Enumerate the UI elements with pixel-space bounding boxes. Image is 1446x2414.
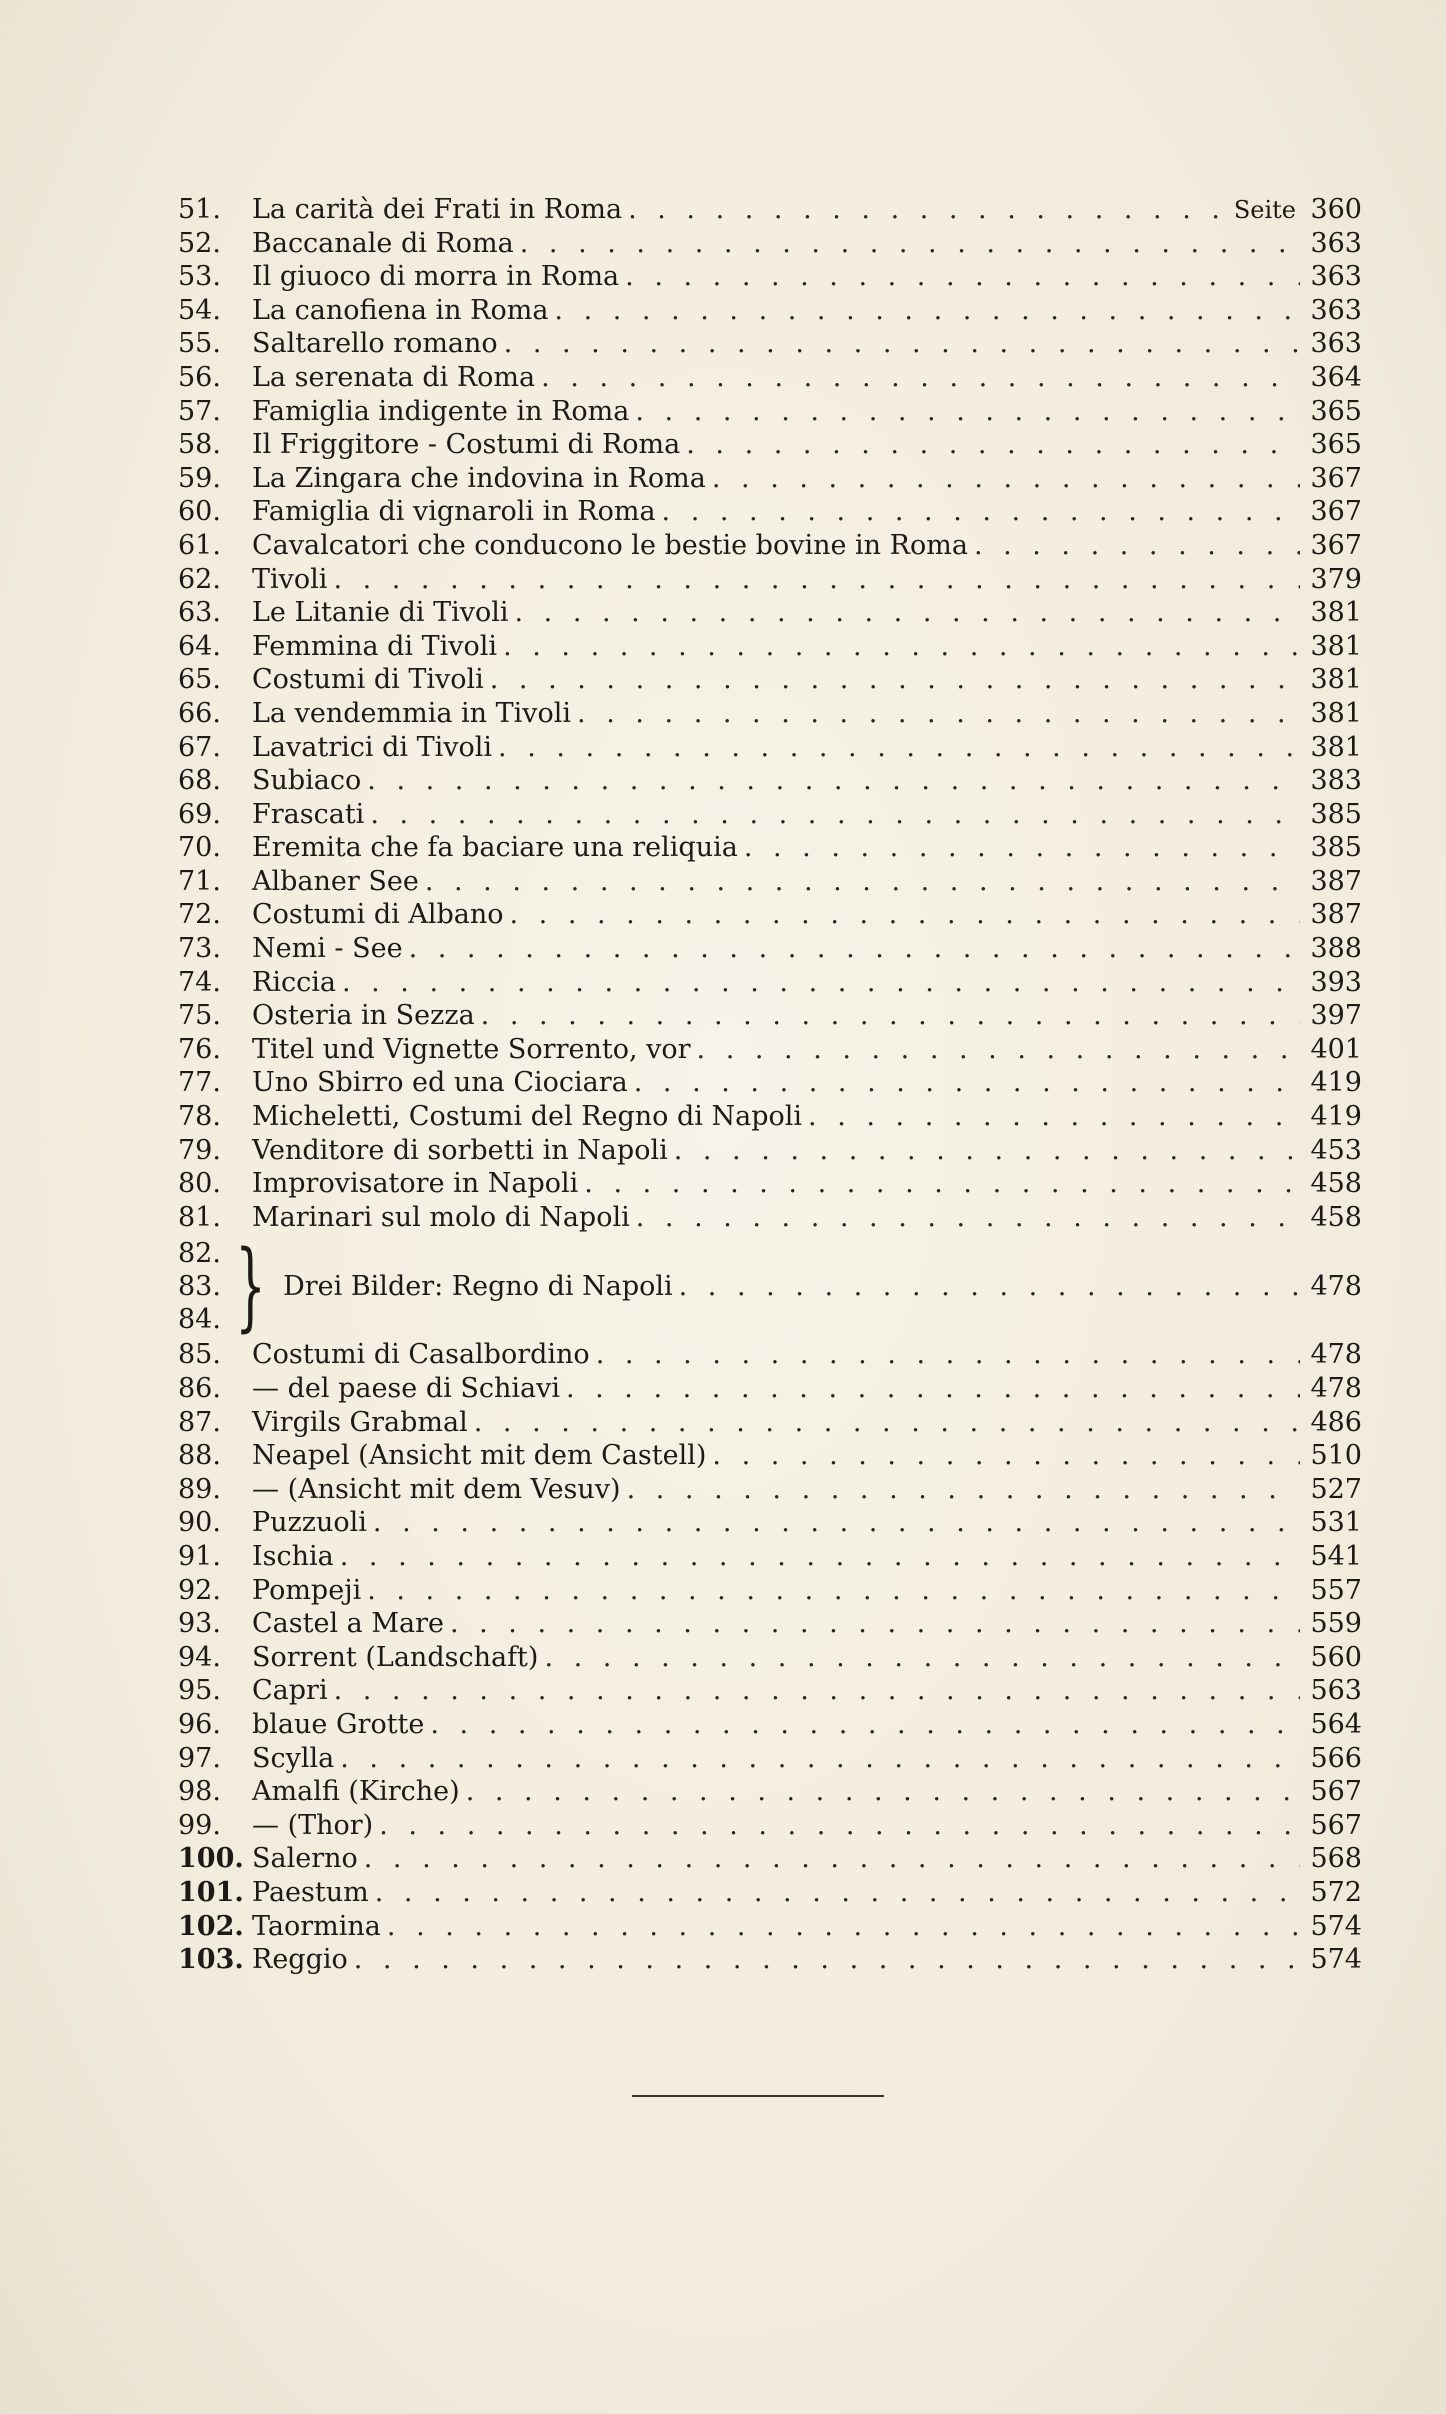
entry-title: Improvisatore in Napoli — [252, 1168, 579, 1200]
toc-entry — [178, 1842, 1362, 1876]
entry-page-number: 364 — [1310, 361, 1362, 393]
group-number: 83. — [178, 1270, 221, 1302]
entry-number: 54. — [178, 294, 221, 326]
entry-number: 62. — [178, 563, 221, 595]
leader-dots — [340, 1540, 1300, 1574]
entry-number: 51. — [178, 194, 221, 225]
leader-dots — [566, 1372, 1300, 1406]
toc-entry — [178, 327, 1362, 361]
toc-entry — [178, 731, 1362, 765]
toc-entry — [178, 898, 1362, 932]
entry-number: 87. — [178, 1406, 221, 1438]
entry-title: Famiglia indigente in Roma — [252, 395, 630, 427]
toc-entry — [178, 1506, 1362, 1540]
entry-number: 75. — [178, 1000, 221, 1032]
entry-number: 86. — [178, 1373, 221, 1404]
group-number: 84. — [178, 1303, 221, 1335]
leader-dots — [627, 1473, 1300, 1507]
entry-number: 91. — [178, 1540, 221, 1572]
entry-page-number: 566 — [1310, 1742, 1362, 1774]
entry-number: 71. — [178, 865, 221, 897]
leader-dots — [712, 462, 1300, 496]
toc-entries-part-2 — [178, 1338, 1362, 1976]
entry-page-number: 567 — [1310, 1776, 1362, 1808]
entry-number: 85. — [178, 1339, 221, 1371]
entry-title: Femmina di Tivoli — [252, 630, 498, 662]
leader-dots — [520, 227, 1300, 261]
leader-dots — [504, 327, 1300, 361]
leader-dots — [375, 1876, 1300, 1910]
entry-page-number: 381 — [1310, 664, 1362, 696]
entry-title: Osteria in Sezza — [252, 1000, 475, 1032]
entry-number: 61. — [178, 529, 221, 561]
entry-page-number: 379 — [1310, 563, 1362, 595]
entry-number: 97. — [178, 1742, 221, 1774]
entry-number: 103. — [178, 1944, 244, 1976]
leader-dots — [333, 563, 1300, 597]
entry-title: La vendemmia in Tivoli — [252, 697, 572, 729]
toc-entry — [178, 697, 1362, 731]
toc-entry — [178, 1134, 1362, 1168]
entry-page-number: 419 — [1310, 1101, 1362, 1133]
toc-entry — [178, 764, 1362, 798]
entry-page-number: 567 — [1310, 1809, 1362, 1841]
entry-number: 65. — [178, 664, 221, 696]
toc-entry — [178, 1943, 1362, 1977]
group-page-number: 478 — [1310, 1270, 1362, 1302]
entry-page-number: 387 — [1310, 899, 1362, 931]
curly-brace: } — [235, 1230, 266, 1343]
entry-number: 95. — [178, 1675, 221, 1707]
leader-dots — [387, 1910, 1300, 1944]
entry-number: 67. — [178, 731, 221, 763]
entry-number: 66. — [178, 697, 221, 729]
entry-number: 89. — [178, 1473, 221, 1505]
leader-dots — [364, 1842, 1300, 1876]
toc-entry — [178, 831, 1362, 865]
leader-dots — [577, 697, 1300, 731]
entry-page-number: 365 — [1310, 429, 1362, 461]
toc-entry — [178, 1066, 1362, 1100]
entry-page-number: 563 — [1310, 1675, 1362, 1707]
entry-title: Reggio — [252, 1944, 348, 1976]
entry-number: 70. — [178, 832, 221, 864]
entry-page-number: 419 — [1310, 1067, 1362, 1099]
entry-number: 98. — [178, 1776, 221, 1808]
entry-number: 93. — [178, 1608, 221, 1640]
entry-title: Salerno — [252, 1843, 358, 1875]
leader-dots — [686, 428, 1300, 462]
leader-dots — [584, 1167, 1300, 1201]
entry-title: — (Ansicht mit dem Vesuv) — [252, 1473, 621, 1505]
entry-number: 76. — [178, 1033, 221, 1065]
toc-entry — [178, 1473, 1362, 1507]
entry-page-number: 388 — [1310, 933, 1362, 965]
entry-number: 88. — [178, 1440, 221, 1472]
toc-entry — [178, 630, 1362, 664]
entry-page-number: 381 — [1310, 731, 1362, 763]
toc-entry — [178, 462, 1362, 496]
entry-number: 64. — [178, 630, 221, 662]
toc-entry — [178, 932, 1362, 966]
leader-dots — [370, 798, 1300, 832]
entry-page-number: 574 — [1310, 1910, 1362, 1942]
leader-dots — [510, 898, 1301, 932]
leader-dots — [498, 731, 1300, 765]
entry-title: Sorrent (Landschaft) — [252, 1641, 539, 1673]
entry-page-number: 367 — [1310, 462, 1362, 494]
entry-page-number: 559 — [1310, 1608, 1362, 1640]
toc-entry — [178, 227, 1362, 261]
toc-entry — [178, 1033, 1362, 1067]
entry-title: Capri — [252, 1675, 328, 1707]
entry-title: Virgils Grabmal — [252, 1406, 468, 1438]
entry-number: 72. — [178, 899, 221, 931]
leader-dots — [425, 865, 1300, 899]
entry-title: La serenata di Roma — [252, 361, 536, 393]
entry-number: 81. — [178, 1201, 221, 1233]
leader-dots — [481, 999, 1300, 1033]
leader-dots — [466, 1775, 1300, 1809]
leader-dots — [662, 495, 1300, 529]
entry-title: Pompeji — [252, 1574, 362, 1606]
entry-title: Cavalcatori che conducono le bestie bovine in Roma — [252, 529, 968, 561]
entry-title: Micheletti, Costumi del Regno di Napoli — [252, 1101, 803, 1133]
entry-title: Riccia — [252, 966, 336, 998]
toc-entry — [178, 1100, 1362, 1134]
entry-title: Eremita che fa baciare una reliquia — [252, 832, 738, 864]
entry-page-number: 393 — [1310, 966, 1362, 998]
toc-entry — [178, 865, 1362, 899]
entry-title: Ischia — [252, 1540, 334, 1572]
entry-number: 59. — [178, 462, 221, 494]
entry-page-number: 397 — [1310, 1000, 1362, 1032]
toc-entry — [178, 395, 1362, 429]
entry-page-number: 363 — [1310, 261, 1362, 293]
entry-number: 57. — [178, 395, 221, 427]
entry-number: 90. — [178, 1507, 221, 1539]
leader-dots — [367, 764, 1300, 798]
entry-page-number: 527 — [1310, 1473, 1362, 1505]
entry-title: Costumi di Albano — [252, 899, 504, 931]
entry-page-number: 365 — [1310, 395, 1362, 427]
leader-dots — [628, 193, 1228, 227]
entry-page-number: 401 — [1310, 1033, 1362, 1065]
leader-dots — [367, 1574, 1300, 1608]
entry-title: blaue Grotte — [252, 1708, 425, 1740]
toc-entries-part-1 — [178, 193, 1362, 1234]
closing-rule — [632, 2095, 884, 2097]
entry-title: Le Litanie di Tivoli — [252, 597, 509, 629]
leader-dots — [334, 1674, 1300, 1708]
leader-dots — [596, 1338, 1300, 1372]
leader-dots — [712, 1439, 1300, 1473]
entry-title: La Zingara che indovina in Roma — [252, 462, 706, 494]
group-title: Drei Bilder: Regno di Napoli — [283, 1270, 673, 1302]
entry-title: La canofiena in Roma — [252, 294, 549, 326]
entry-number: 77. — [178, 1067, 221, 1099]
entry-title: Marinari sul molo di Napoli — [252, 1201, 630, 1233]
entry-title: Uno Sbirro ed una Ciociara — [252, 1067, 628, 1099]
entry-number: 53. — [178, 261, 221, 293]
entry-title: Costumi di Tivoli — [252, 664, 484, 696]
toc-entry — [178, 1338, 1362, 1372]
entry-page-number: 478 — [1310, 1339, 1362, 1371]
entry-page-number: 478 — [1310, 1373, 1362, 1404]
entry-page-number: 381 — [1310, 697, 1362, 729]
toc-entry — [178, 1167, 1362, 1201]
entry-number: 94. — [178, 1641, 221, 1673]
entry-page-number: 363 — [1310, 294, 1362, 326]
leader-dots — [354, 1943, 1300, 1977]
toc-entry — [178, 1809, 1362, 1843]
toc-entry — [178, 663, 1362, 697]
entry-title: Famiglia di vignaroli in Roma — [252, 496, 656, 528]
leader-dots — [634, 1066, 1300, 1100]
entry-title: Il Friggitore - Costumi di Roma — [252, 429, 681, 461]
entry-number: 56. — [178, 361, 221, 393]
entry-page-number: 367 — [1310, 496, 1362, 528]
entry-number: 68. — [178, 765, 221, 797]
entry-number: 101. — [178, 1876, 244, 1908]
leader-dots — [515, 596, 1300, 630]
entry-page-number: 541 — [1310, 1540, 1362, 1572]
entry-number: 60. — [178, 496, 221, 528]
toc-entry — [178, 798, 1362, 832]
toc-entry — [178, 529, 1362, 563]
entry-number: 100. — [178, 1843, 244, 1875]
entry-title: Lavatrici di Tivoli — [252, 731, 493, 763]
entry-title: Frascati — [252, 798, 365, 830]
entry-page-number: 510 — [1310, 1440, 1362, 1472]
toc-entry — [178, 361, 1362, 395]
entry-page-number: 486 — [1310, 1406, 1362, 1438]
toc-entry — [178, 1674, 1362, 1708]
toc-entry — [178, 1406, 1362, 1440]
entry-number: 55. — [178, 328, 221, 360]
toc-entry — [178, 193, 1362, 227]
toc-entry — [178, 563, 1362, 597]
entry-page-number: 367 — [1310, 529, 1362, 561]
entry-page-number: 383 — [1310, 765, 1362, 797]
entry-number: 69. — [178, 798, 221, 830]
entry-page-number: 363 — [1310, 328, 1362, 360]
entry-number: 102. — [178, 1910, 244, 1942]
entry-title: — del paese di Schiavi — [252, 1373, 560, 1404]
entry-number: 92. — [178, 1574, 221, 1606]
leader-dots — [450, 1607, 1300, 1641]
entry-title: Paestum — [252, 1876, 369, 1908]
entry-title: Scylla — [252, 1742, 335, 1774]
toc-entry — [178, 428, 1362, 462]
leader-dots — [490, 663, 1300, 697]
entry-page-number: 381 — [1310, 597, 1362, 629]
entry-title: Subiaco — [252, 765, 362, 797]
toc-entry — [178, 999, 1362, 1033]
leader-dots — [342, 966, 1300, 1000]
leader-dots — [625, 260, 1300, 294]
leader-dots — [409, 932, 1300, 966]
seite-label: Seite — [1233, 196, 1296, 224]
entry-page-number: 387 — [1310, 865, 1362, 897]
leader-dots — [635, 395, 1300, 429]
entry-number: 63. — [178, 597, 221, 629]
leader-dots — [430, 1708, 1300, 1742]
entry-page-number: 557 — [1310, 1574, 1362, 1606]
entry-page-number: 360 — [1310, 194, 1362, 225]
leader-dots — [636, 1201, 1300, 1235]
entry-title: — (Thor) — [252, 1809, 374, 1841]
toc-entry — [178, 1910, 1362, 1944]
entry-title: Taormina — [252, 1910, 381, 1942]
entry-title: Castel a Mare — [252, 1608, 444, 1640]
leader-dots — [541, 361, 1300, 395]
entry-title: Baccanale di Roma — [252, 227, 514, 259]
toc-entry — [178, 495, 1362, 529]
entry-number: 78. — [178, 1101, 221, 1133]
toc-entry — [178, 1775, 1362, 1809]
toc-entry — [178, 1876, 1362, 1910]
entry-number: 96. — [178, 1708, 221, 1740]
toc-entry — [178, 1708, 1362, 1742]
leader-dots — [373, 1506, 1300, 1540]
toc-entry — [178, 260, 1362, 294]
leader-dots — [340, 1742, 1300, 1776]
entry-title: Costumi di Casalbordino — [252, 1339, 590, 1371]
leader-dots — [679, 1271, 1300, 1302]
entry-number: 79. — [178, 1134, 221, 1166]
entry-page-number: 531 — [1310, 1507, 1362, 1539]
toc-entry — [178, 294, 1362, 328]
entry-page-number: 568 — [1310, 1843, 1362, 1875]
entry-title: Nemi - See — [252, 933, 403, 965]
group-number: 82. — [178, 1237, 221, 1269]
entry-page-number: 363 — [1310, 227, 1362, 259]
entry-page-number: 564 — [1310, 1708, 1362, 1740]
entry-page-number: 458 — [1310, 1168, 1362, 1200]
toc-entry — [178, 596, 1362, 630]
entry-title: Il giuoco di morra in Roma — [252, 261, 620, 293]
entry-page-number: 385 — [1310, 798, 1362, 830]
toc-grouped-entry — [178, 1230, 1362, 1343]
entry-title: Titel und Vignette Sorrento, vor — [252, 1033, 691, 1065]
entry-page-number: 453 — [1310, 1134, 1362, 1166]
leader-dots — [744, 831, 1300, 865]
leader-dots — [379, 1809, 1300, 1843]
entry-page-number: 572 — [1310, 1876, 1362, 1908]
entry-title: Saltarello romano — [252, 328, 498, 360]
entry-title: Puzzuoli — [252, 1507, 367, 1539]
entry-page-number: 574 — [1310, 1944, 1362, 1976]
entry-title: La carità dei Frati in Roma — [252, 194, 623, 225]
entry-title: Tivoli — [252, 563, 328, 595]
toc-entry — [178, 1742, 1362, 1776]
table-of-contents — [178, 193, 1362, 1977]
toc-entry — [178, 1439, 1362, 1473]
entry-page-number: 385 — [1310, 832, 1362, 864]
entry-title: Albaner See — [252, 865, 419, 897]
leader-dots — [974, 529, 1300, 563]
leader-dots — [697, 1033, 1300, 1067]
toc-entry — [178, 1372, 1362, 1406]
toc-entry — [178, 1201, 1362, 1235]
entry-number: 73. — [178, 933, 221, 965]
entry-number: 52. — [178, 227, 221, 259]
toc-entry — [178, 1607, 1362, 1641]
leader-dots — [554, 294, 1300, 328]
entry-title: Neapel (Ansicht mit dem Castell) — [252, 1440, 707, 1472]
entry-number: 74. — [178, 966, 221, 998]
leader-dots — [808, 1100, 1300, 1134]
entry-title: Amalfi (Kirche) — [252, 1776, 460, 1808]
group-numbers — [178, 1237, 226, 1336]
toc-entry — [178, 1540, 1362, 1574]
toc-entry — [178, 1574, 1362, 1608]
toc-entry — [178, 966, 1362, 1000]
entry-number: 58. — [178, 429, 221, 461]
leader-dots — [503, 630, 1300, 664]
entry-number: 80. — [178, 1168, 221, 1200]
entry-title: Venditore di sorbetti in Napoli — [252, 1134, 668, 1166]
toc-entry — [178, 1641, 1362, 1675]
entry-page-number: 381 — [1310, 630, 1362, 662]
entry-page-number: 458 — [1310, 1201, 1362, 1233]
leader-dots — [544, 1641, 1300, 1675]
entry-page-number: 560 — [1310, 1641, 1362, 1673]
entry-number: 99. — [178, 1809, 221, 1841]
leader-dots — [474, 1406, 1300, 1440]
leader-dots — [674, 1134, 1300, 1168]
